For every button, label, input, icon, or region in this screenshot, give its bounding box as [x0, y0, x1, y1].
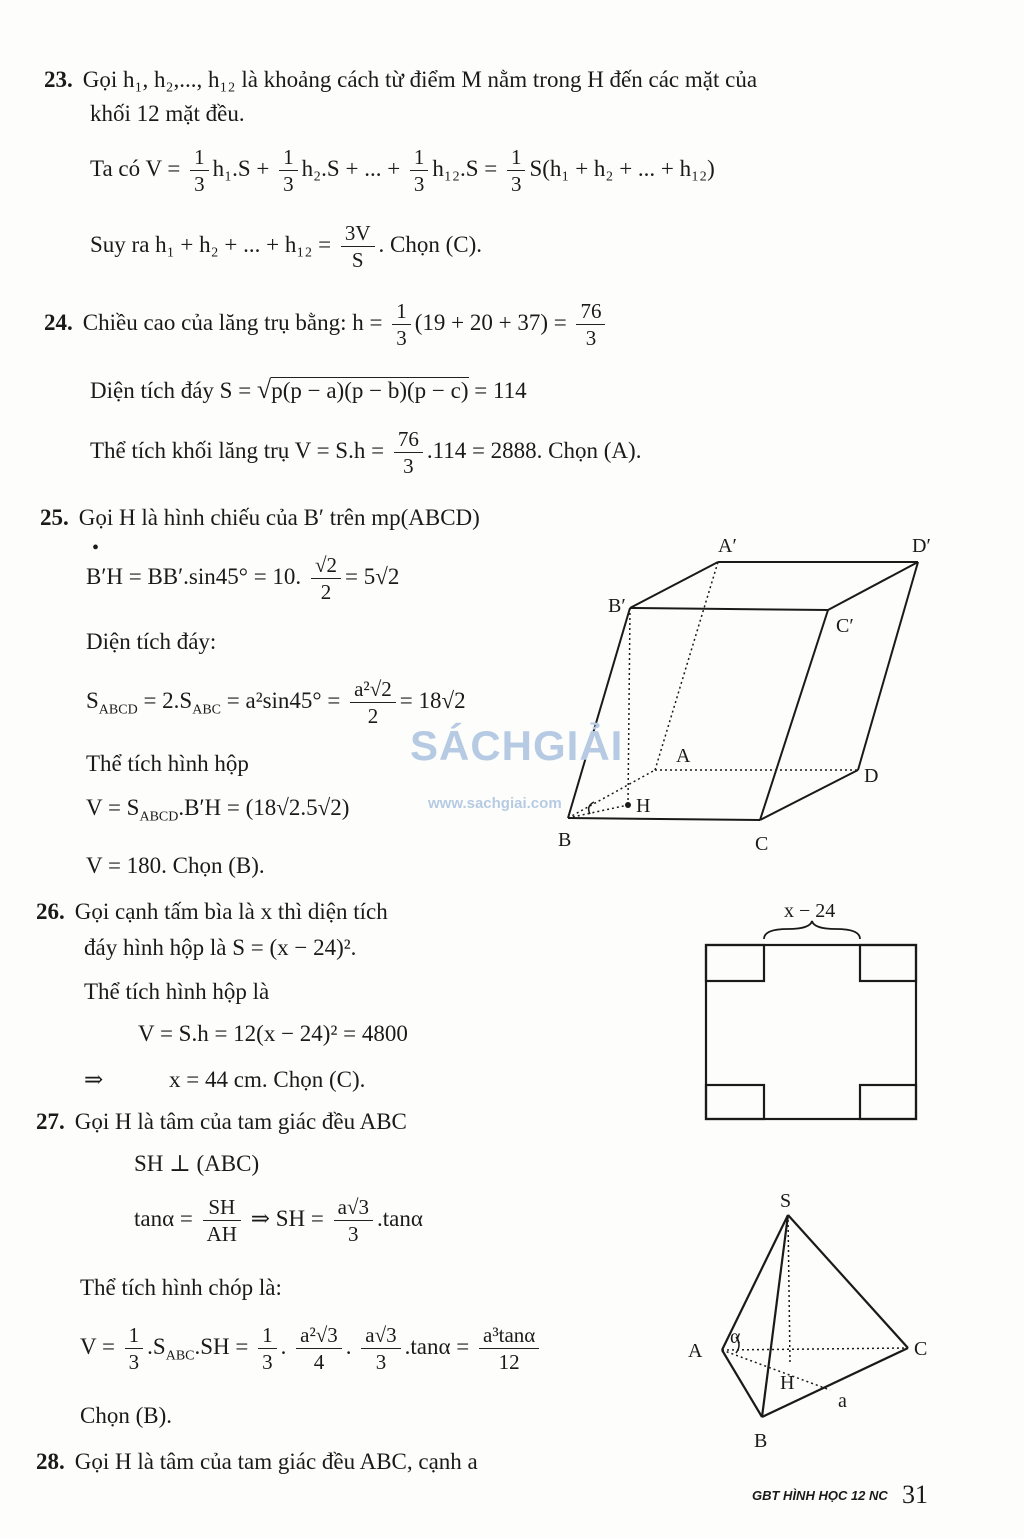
text: = 2.S — [143, 687, 193, 713]
numerator: 76 — [394, 426, 423, 453]
sqrt-sign: √ — [256, 375, 272, 404]
hidden-edge-ac — [722, 1348, 908, 1350]
p25-line-4 — [86, 676, 466, 729]
p26-line-3: Thể tích hình hộp là — [84, 979, 270, 1004]
p27-line-6: Chọn (B). — [80, 1403, 172, 1428]
p26-line-1 — [36, 898, 388, 926]
label-h: H — [636, 795, 651, 817]
text: Ta có V = — [90, 155, 181, 181]
text: Gọi cạnh tấm bìa là x thì diện tích — [74, 899, 388, 924]
p23-line-2: khối 12 mặt đều. — [90, 101, 245, 126]
edge — [828, 562, 918, 610]
label-side-a: a — [838, 1390, 847, 1412]
text: B′H = BB′.sin45° = 10. — [86, 563, 302, 589]
text: ⇒ SH = — [250, 1205, 324, 1231]
p25-line-1 — [40, 504, 480, 532]
denominator: 12 — [498, 1350, 520, 1374]
denominator: 3 — [403, 454, 414, 478]
corner-square — [860, 1085, 916, 1119]
watermark-url: www.sachgiai.com — [428, 795, 562, 812]
fraction — [203, 1194, 241, 1247]
label-d-prime: D′ — [912, 535, 931, 557]
corner-square — [860, 945, 916, 981]
text: . Chọn (C). — [378, 231, 483, 257]
denominator: 3 — [283, 172, 294, 196]
p27-line-2: SH ⊥ (ABC) — [134, 1151, 260, 1176]
denominator: 3 — [348, 1222, 359, 1246]
text: .114 = 2888. Chọn (A). — [426, 437, 642, 463]
denominator: 2 — [320, 580, 332, 604]
numerator: a²√3 — [296, 1322, 342, 1349]
fraction — [190, 144, 209, 197]
fraction — [125, 1322, 144, 1375]
label-c: C — [755, 833, 769, 855]
hidden-edge — [655, 562, 718, 770]
text: = a²sin45° = — [226, 687, 341, 713]
median — [722, 1350, 830, 1390]
edge — [630, 608, 828, 610]
problem-number: 28. — [36, 1449, 65, 1474]
radicand: p(p − a)(p − b)(p − c) — [271, 378, 469, 403]
p25-line-6 — [86, 794, 349, 832]
fraction — [334, 1194, 373, 1247]
label-b: B — [754, 1430, 768, 1452]
text: Chiều cao của lăng trụ bằng: h = — [82, 309, 383, 335]
hidden-edge — [568, 805, 628, 818]
fraction — [507, 144, 526, 197]
text: .SH = — [194, 1333, 249, 1359]
text: tanα = — [134, 1205, 193, 1231]
p24-line-1 — [44, 298, 609, 351]
denominator: 3 — [128, 1350, 140, 1374]
label-c: C — [914, 1338, 928, 1360]
fraction — [258, 1322, 277, 1375]
term: S(h₁ + h₂ + ... + h₁₂) — [529, 155, 715, 181]
edge-ab — [722, 1350, 762, 1417]
text: = 114 — [474, 378, 527, 403]
point-h — [625, 802, 631, 808]
label-s: S — [780, 1190, 792, 1212]
corner-square — [706, 1085, 764, 1119]
corner-square — [706, 945, 764, 981]
text: S — [86, 687, 99, 713]
p27-line-4: Thể tích hình chóp là: — [80, 1275, 282, 1300]
problem-number: 23. — [44, 67, 73, 92]
denominator: 4 — [313, 1350, 325, 1374]
text: .B′H = (18√2.5√2) — [178, 795, 350, 820]
numerator: 1 — [279, 144, 298, 171]
term: h₂.S + ... + — [301, 155, 401, 181]
text: V = S — [86, 795, 140, 820]
numerator: 1 — [392, 298, 411, 325]
denominator: 3 — [413, 172, 425, 196]
text: Gọi H là hình chiếu của B′ trên mp(ABCD) — [78, 505, 480, 530]
fraction — [341, 220, 375, 273]
term: h₁₂.S = — [432, 155, 498, 181]
fraction — [350, 676, 396, 729]
label-a: A — [676, 745, 691, 767]
fraction — [361, 1322, 400, 1375]
denominator: S — [351, 248, 364, 272]
label-b: B — [558, 829, 572, 851]
bullet: • — [92, 537, 100, 559]
label-a-prime: A′ — [718, 535, 737, 557]
edge — [568, 608, 630, 818]
watermark-logo: SÁCHGIẢI — [410, 722, 624, 769]
height-sh — [788, 1215, 790, 1363]
edge-sc — [788, 1215, 908, 1348]
edge — [568, 818, 760, 820]
p27-line-5: V = $\frac{1}{3}$ $.S_{ABC}.SH$ = $\frac{1}{3}$ . $\frac{\text{a²√3}}{4}$ . $\frac{a√3}{3}$ .tanα = $\frac{\text{a³tanα}}{12}$ — [80, 1322, 543, 1375]
p24-line-2 — [90, 376, 527, 405]
fraction — [576, 298, 605, 351]
p25-line-5: Thể tích hình hộp — [86, 751, 249, 776]
p27-line-3 — [134, 1194, 423, 1247]
text: .tanα = — [404, 1333, 470, 1359]
numerator: 1 — [190, 144, 209, 171]
page-number: 31 — [902, 1480, 928, 1509]
denominator: 3 — [585, 326, 597, 350]
numerator: 1 — [258, 1322, 277, 1349]
denominator: 3 — [510, 172, 522, 196]
denominator: 3 — [262, 1350, 273, 1374]
p25-line-2 — [86, 552, 399, 605]
numerator: 1 — [125, 1322, 144, 1349]
numerator: a²√2 — [350, 676, 396, 703]
text: Thể tích khối lăng trụ V = S.h = — [90, 437, 385, 463]
brace — [764, 921, 860, 939]
denominator: AH — [206, 1222, 237, 1246]
text: Gọi H là tâm của tam giác đều ABC — [74, 1109, 407, 1134]
edge — [760, 610, 828, 820]
fraction — [279, 144, 298, 197]
fraction — [311, 552, 341, 605]
label-h: H — [780, 1372, 795, 1394]
book-title-footer: GBT HÌNH HỌC 12 NC — [752, 1488, 888, 1503]
text: x = 44 cm. Chọn (C). — [169, 1067, 366, 1092]
numerator: SH — [203, 1194, 241, 1221]
subscript: ABC — [192, 702, 222, 718]
fraction — [479, 1322, 539, 1375]
label-x-minus-24: x − 24 — [784, 900, 836, 922]
p28-line-1 — [36, 1448, 478, 1476]
parallelepiped-figure — [550, 530, 950, 860]
numerator: a³tanα — [479, 1322, 539, 1349]
label-c-prime: C′ — [836, 615, 854, 637]
text: .tanα — [376, 1205, 423, 1231]
label-b-prime: B′ — [608, 595, 626, 617]
p24-line-3 — [90, 426, 641, 479]
text: Suy ra h₁ + h₂ + ... + h₁₂ = — [90, 231, 332, 257]
denominator: 3 — [194, 172, 205, 196]
subscript: ABC — [165, 1348, 195, 1364]
numerator: a√3 — [334, 1194, 373, 1221]
term: h₁.S + — [212, 155, 270, 181]
p25-line-3: Diện tích đáy: — [86, 629, 217, 654]
subscript: ABCD — [98, 702, 138, 718]
arrow: ⇒ — [84, 1067, 104, 1092]
denominator: 3 — [396, 326, 407, 350]
problem-number: 24. — [44, 309, 73, 335]
text: (19 + 20 + 37) = — [414, 309, 567, 335]
fraction — [296, 1322, 342, 1375]
pyramid-figure — [680, 1185, 940, 1465]
problem-number: 26. — [36, 899, 65, 924]
text: Gọi h₁, h₂,..., h₁₂ là khoảng cách từ điểm M nằm trong H đến các mặt của — [82, 67, 758, 92]
height-line — [628, 608, 630, 805]
fraction — [394, 426, 423, 479]
edge — [630, 562, 718, 608]
p25-line-7: V = 180. Chọn (B). — [86, 853, 265, 878]
p23-formula — [90, 144, 715, 197]
label-alpha: α — [730, 1326, 741, 1348]
text: Diện tích đáy S = — [90, 378, 252, 403]
text: = 5√2 — [344, 563, 400, 589]
subscript: ABCD — [139, 809, 179, 825]
text: .S — [147, 1333, 166, 1359]
p27-line-1 — [36, 1108, 407, 1136]
problem-number: 27. — [36, 1109, 65, 1134]
sheet-outline — [706, 945, 916, 1119]
numerator: 1 — [507, 144, 526, 171]
label-a: A — [688, 1340, 703, 1362]
problem-number: 25. — [40, 505, 69, 530]
cardboard-figure — [700, 895, 930, 1135]
p23-line-1 — [44, 66, 757, 94]
p26-line-4: V = S.h = 12(x − 24)² = 4800 — [138, 1021, 408, 1046]
numerator: 3V — [341, 220, 375, 247]
text: Gọi H là tâm của tam giác đều ABC, cạnh a — [74, 1449, 478, 1474]
text: = 18√2 — [399, 687, 466, 713]
fraction — [410, 144, 429, 197]
numerator: √2 — [311, 552, 341, 579]
fraction — [392, 298, 411, 351]
numerator: a√3 — [361, 1322, 400, 1349]
denominator: 3 — [375, 1350, 387, 1374]
text: V = — [80, 1333, 115, 1359]
p26-line-5 — [84, 1066, 365, 1094]
p23-conclusion — [90, 220, 482, 273]
p26-line-2: đáy hình hộp là S = (x − 24)². — [84, 935, 357, 960]
numerator: 1 — [410, 144, 429, 171]
edge — [858, 562, 918, 770]
label-d: D — [864, 765, 879, 787]
denominator: 2 — [367, 704, 379, 728]
numerator: 76 — [576, 298, 605, 325]
